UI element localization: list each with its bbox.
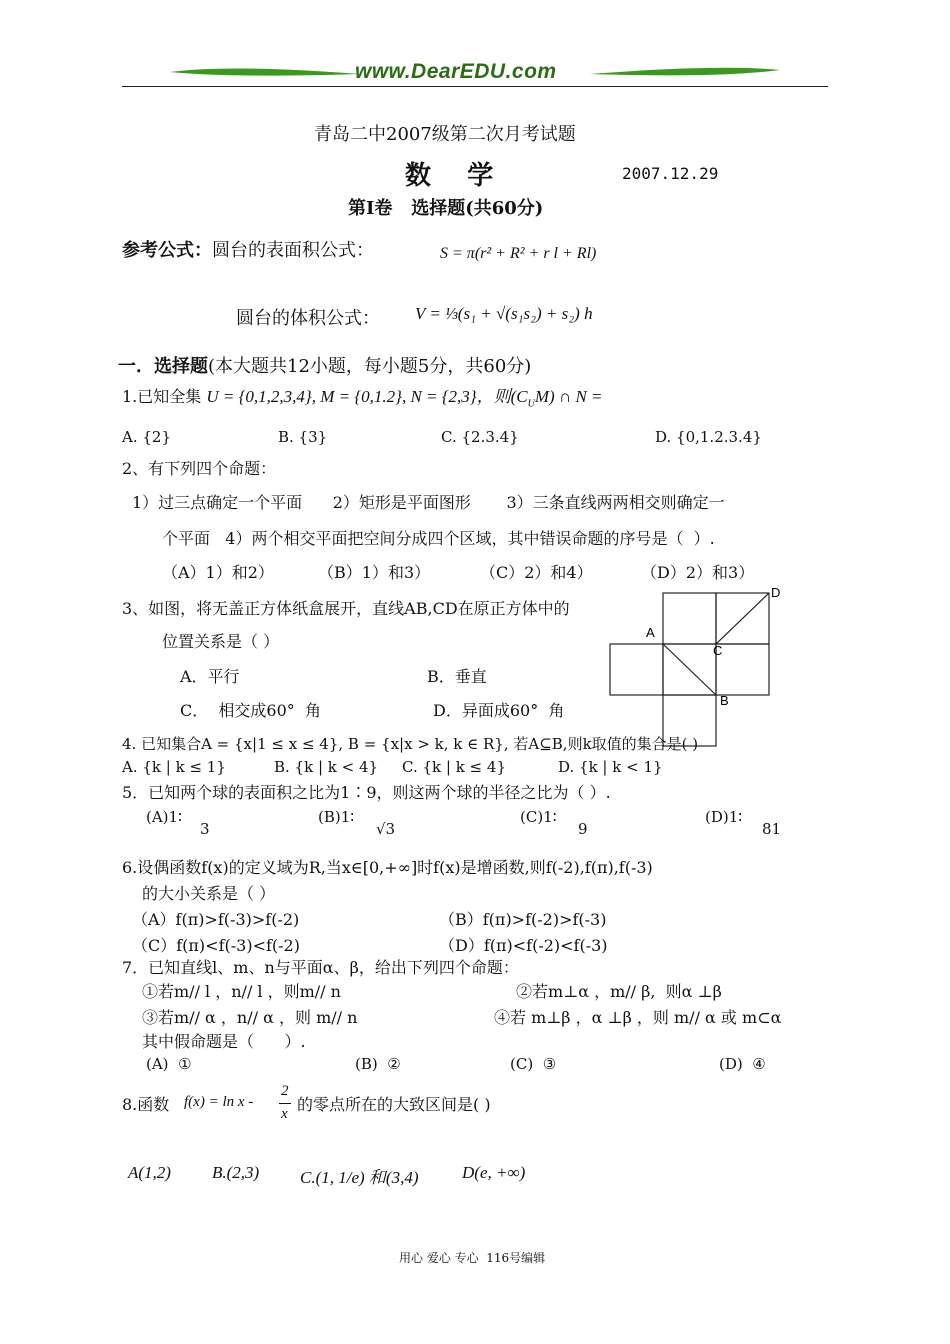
label-A: A bbox=[646, 625, 655, 640]
q1-option-a: A. {2} bbox=[122, 428, 171, 446]
q5-stem: 5．已知两个球的表面积之比为1∶9，则这两个球的半径之比为（ ）. bbox=[122, 783, 611, 802]
q1-option-c: C. {2.3.4} bbox=[441, 428, 519, 446]
q2-option-a: （A）1）和2） bbox=[162, 563, 274, 582]
surface-label: 圆台的表面积公式： bbox=[212, 240, 374, 261]
part-title: 第Ⅰ卷 选择题(共60分) bbox=[348, 198, 544, 219]
q3-option-b: B．垂直 bbox=[427, 667, 487, 686]
right-swoosh-icon bbox=[590, 62, 780, 82]
q7-prop1: ①若m// l ，n// l ，则m// n bbox=[142, 982, 341, 1001]
q5-value-d: 81 bbox=[762, 820, 782, 838]
q8-function: f(x) = ln x - bbox=[184, 1094, 254, 1110]
q5-option-c: (C)1∶ bbox=[520, 808, 557, 826]
q8-option-a: A(1,2) bbox=[128, 1163, 171, 1182]
q3-option-d: D．异面成60° 角 bbox=[433, 701, 565, 720]
q4-option-c: C. {k | k ≤ 4} bbox=[402, 758, 506, 776]
volume-label: 圆台的体积公式： bbox=[236, 308, 380, 329]
q5-option-b: (B)1∶ bbox=[318, 808, 355, 826]
q3-option-a: A．平行 bbox=[180, 667, 240, 686]
q5-option-a: (A)1∶ bbox=[146, 808, 182, 826]
exam-date: 2007.12.29 bbox=[622, 164, 719, 183]
q7-prop3: ③若m// α ，n// α ，则 m// n bbox=[142, 1008, 358, 1027]
q7-ask: 其中假命题是（ ）. bbox=[142, 1032, 306, 1051]
q7-prop4: ④若 m⊥β ，α ⊥β ，则 m// α 或 m⊂α bbox=[494, 1008, 782, 1027]
q7-option-d: (D) ④ bbox=[719, 1055, 766, 1073]
q4-stem: 4. 已知集合A = {x|1 ≤ x ≤ 4}, B = {x|x > k, k ∈ R}, 若A⊆B,则k取值的集合是( ) bbox=[122, 735, 699, 753]
q6-option-c: （C）f(π)<f(-3)<f(-2) bbox=[132, 936, 300, 955]
q1-option-b: B. {3} bbox=[278, 428, 328, 446]
section-desc: (本大题共12小题，每小题5分，共60分) bbox=[208, 356, 532, 377]
q8-stem-a: 8.函数 bbox=[122, 1095, 170, 1114]
q5-option-d: (D)1∶ bbox=[705, 808, 743, 826]
q8-option-b: B.(2,3) bbox=[212, 1163, 260, 1182]
q8-stem-b: 的零点所在的大致区间是( ) bbox=[297, 1095, 491, 1114]
q7-option-c: (C) ③ bbox=[510, 1055, 557, 1073]
q7-option-b: (B) ② bbox=[355, 1055, 401, 1073]
header-rule bbox=[122, 86, 828, 87]
exam-title: 青岛二中2007级第二次月考试题 bbox=[314, 124, 576, 145]
q4-option-a: A. {k | k ≤ 1} bbox=[122, 758, 226, 776]
left-swoosh-icon bbox=[170, 62, 360, 82]
surface-formula: S = π(r² + R² + r l + Rl) bbox=[440, 245, 597, 262]
q8-frac-bar bbox=[279, 1103, 291, 1104]
q5-value-b: √3 bbox=[376, 820, 396, 838]
site-name: www.DearEDU.com bbox=[355, 60, 557, 83]
q6-option-a: （A）f(π)>f(-3)>f(-2) bbox=[132, 910, 300, 929]
q5-value-a: 3 bbox=[200, 820, 210, 838]
q8-option-c: C.(1, 1/e) 和(3,4) bbox=[300, 1168, 419, 1187]
q6-line2: 的大小关系是（ ） bbox=[142, 884, 276, 903]
label-B: B bbox=[720, 693, 729, 708]
label-D: D bbox=[771, 585, 781, 600]
q5-value-c: 9 bbox=[578, 820, 588, 838]
q8-frac-den: x bbox=[281, 1106, 288, 1122]
page-footer: 用心 爱心 专心 116号编辑 bbox=[399, 1251, 546, 1265]
q3-option-c: C． 相交成60° 角 bbox=[180, 701, 321, 720]
q2-line1: 1）过三点确定一个平面 2）矩形是平面图形 3）三条直线两两相交则确定一 bbox=[132, 493, 725, 512]
q2-option-b: （B）1）和3） bbox=[318, 563, 431, 582]
q4-option-b: B. {k | k < 4} bbox=[274, 758, 379, 776]
section-heading: 一．选择题 bbox=[118, 356, 208, 377]
q8-option-d: D(e, +∞) bbox=[462, 1163, 526, 1182]
q1-stem: 1.已知全集 U = {0,1,2,3,4}, M = {0,1.2}, N = {2,3}，则$(C_UM)$ ∩ N = bbox=[122, 387, 603, 410]
q7-stem: 7．已知直线l、m、n与平面α、β，给出下列四个命题： bbox=[122, 958, 519, 977]
label-C: C bbox=[713, 643, 723, 658]
q6-option-d: （D）f(π)<f(-2)<f(-3) bbox=[439, 936, 608, 955]
q1-option-d: D. {0,1.2.3.4} bbox=[655, 428, 762, 446]
q4-option-d: D. {k | k < 1} bbox=[558, 758, 663, 776]
q6-option-b: （B）f(π)>f(-2)>f(-3) bbox=[439, 910, 607, 929]
q7-prop2: ②若m⊥α ，m// β, 则α ⊥β bbox=[516, 982, 722, 1001]
volume-formula: V = ⅓(s₁ + √(s₁s₂) + s₂) h bbox=[415, 304, 593, 323]
subject-title: 数 学 bbox=[405, 161, 494, 191]
q7-option-a: (A) ① bbox=[146, 1055, 192, 1073]
q2-line2: 个平面 4）两个相交平面把空间分成四个区域，其中错误命题的序号是（ ）. bbox=[162, 529, 715, 548]
q3-line2: 位置关系是（ ） bbox=[162, 632, 280, 651]
q6-stem: 6.设偶函数f(x)的定义域为R,当x∈[0,+∞]时f(x)是增函数,则f(-2),f(π),f(-3) bbox=[122, 858, 653, 877]
q3-stem: 3、如图，将无盖正方体纸盒展开，直线AB,CD在原正方体中的 bbox=[122, 599, 570, 618]
formula-label: 参考公式： bbox=[122, 240, 212, 261]
q2-stem: 2、有下列四个命题： bbox=[122, 459, 277, 478]
q8-frac-num: 2 bbox=[281, 1083, 289, 1099]
q2-option-d: （D）2）和3） bbox=[641, 563, 755, 582]
q2-option-c: （C）2）和4） bbox=[480, 563, 593, 582]
